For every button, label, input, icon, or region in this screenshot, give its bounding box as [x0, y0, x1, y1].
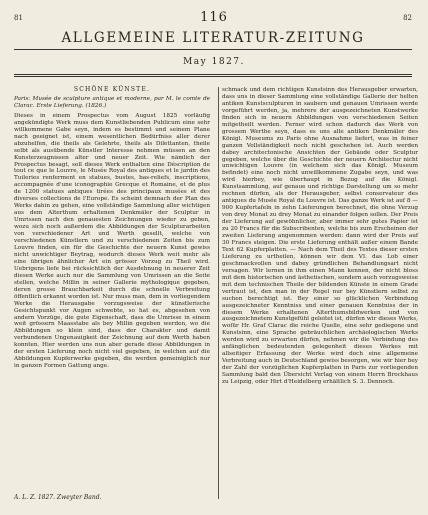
header-rule-bottom: [14, 74, 412, 75]
left-column: [14, 87, 210, 370]
issue-date: May 1827.: [183, 57, 245, 67]
center-page-number: 116: [200, 10, 228, 25]
column-divider: [218, 87, 219, 499]
right-column-text: schmack und dem richtigen Kunstsinn des Herausgeber erwarten, dass uns in dieser Sammlung eine vollständige Gallerie der helten antiken Kunstsculpturen in saubern und genauen Umrissen werde vorgeführt werden, ja, mehrere der ausgezeichneten Kunstwerke finden sich in neuern Abbildungen von verschiedenen Seiten mitgetheilt werden. Ferner wird schon dadurch das Werk von grossem Werthe seyn, dass es uns alle antiken Denkmäler des Königl. Museums zu Paris ohne Ausnahme liefert, was in feiner ganzen Vollständigkeit noch nicht geschehen ist. Auch werden dabey architectonische Ansichten der Gebäude oder Sculptur gegeben, welche über die Geschichte der neuern Architectur nicht unwichtigen Louvre (in welchem sich das Königl. Museum befindet) eine noch nicht unwillkommene Zugabe seyn, und was wird hierbey, wie überhaupt in Bezug auf die Königl. Kunstsammlung, auf genaue und richtige Darstellung um so mehr rechnen dürfen, als der Herausgeber, selbst conservateur des antiques du Musée Royal du Louvre ist. Das ganze Werk ist auf 8 — 900 Kupfertafeln in zehn Lieferungen berechnet, die ohne Verzug von drey Monat zu drey Monat zu einander folgen sollen. Der Preis der Lieferung auf gewöhnlicher, aber immer sehr gutes Papier ist zu 20 Francs für die Subscribenten, welche bis zum Erscheinen der zweiten Lieferung angenommen werden: dann wird der Preis auf 30 Francs steigen. Die erste Lieferung enthält außer einem Bande Text 62 Kupferplatten. — Nach dem Theil des Textes dieser ersten Lieferung zu urtheilen, können wir dem VI. das Lob einer geschmackvollen und dabey gründlichen Behandlungsart nicht versagen. Wir lernen in ihm einen Mann kennen, der nicht bloss mit dem historischen und ästhetischen, sondern auch vorzugsweise mit dem technischen Theile der bildenden Künste in einem Grade vertraut ist, den man in der Regel nur bey Künstlern selbst zu suchen berechtigt ist. Bey einer so glücklichen Verbindung ausgezeichneter Kenntniss und einer genauen Kenntniss der in diesem Werke erhaltenen Alterthumsbildwerken und von ausgezeichnetem Kunstgefühl geleitet ist, dürfen wir dieses Werks, wofür Hr. Graf Clarac die reiche Quelle, eine sehr gediegene und Kunstsinn, eine Sprache gebräuchlichen archäologischen Werks werden wird zu erwarten dürfen, nehmen wir die Verbindung des anfänglichen bedeutenden gelegenheit dieses Werkes mit allseitiger Erfassung der Werke wird doch eine allgemeine Verbreitung auch in Deutschland gewiss besorgen, wie wir hier bey der Zahl der vorzüglichen Kupferplatten in Paris zur vorliegenden Sammlung bald den Übersicht Verlag von einem Herrn Brockhaus zu Leipzig, oder Hirt d'Heidelberg erhältlich S. 3. Dennoch.: [222, 87, 418, 386]
right-page-number: 82: [403, 14, 412, 22]
volume-footer: A. L. Z. 1827. Zweyter Band.: [14, 494, 102, 501]
journal-title: ALLGEMEINE LITERATUR-ZEITUNG: [61, 30, 365, 46]
section-heading: SCHÖNE KÜNSTE.: [73, 86, 151, 93]
page-header: [0, 10, 428, 30]
header-rule-double: [14, 76, 412, 77]
right-column: [222, 87, 418, 386]
left-column-text: Dieses in einem Prospectus vom August 1825 vorläufig angekündigte Werk muss dem Kunstliebenden Publicum eine sehr willkommene Gabe seyn, indem es bestimmt und seinem Plane nach geeignet ist, einem wesentlichen Bedürfniss aller derer abzuhelfen, die theils als Gelehrte, theils als Dilettanten, theile selbt als ausübende Künstler Interesse nehmen müssen an den Kunsterzeugnissen alter und neuer Zeit. Wie nämlich der Prospectus besagt, soll dieses Werk enthalten eine Déscription de tout ce que le Louvre, le Musée Royal des antiques et le jardin des Tuileries renferment en statues, bustes, bas-reliefs, inscriptions, accompagnée d'une iconographie Grecque et Romaine, et de plus de 1200 statues antiques tirées des principaux musées et des diverses collections de l'Europe. Es scheint demnach der Plan des Werks dahin zu gehen, eine vollständige Sammlung aller wichtigen aus dem Alterthum erhaltenen Denkmäler der Sculptur in Umrissen nach den genauesten Zeichnungen wieder zu geben, wozu sich noch außerdem die Abbildungen der Sculpturarbeiten von verschiedener Art und Werth gesellt, welche von verschiedenen Künstlern und zu verschiedenen Zeiten bis zum Louvre finden, ein für die Geschichte der neuern Kunst gewiss nicht unwichtiger Beytrag, wodurch dieses Werk weit mehr als eine übrigen ähnlicher Art ein grösser Vorzug zu Theil wird. Uebrigens liefe bei rücksichtlich der Ausdehnung in neuerer Zeit diesen Werke auch nur die Sammlung von Umrissen an die Seite stellen, welche Millin in seiner Gallerie mythologique gegeben, deren grosse Brauchbarkeit durch die schnelle Verbreitung öffentlich erkannt worden ist. Nur muss man, dem in vorliegendem Werke die Herausgabe vorzugsweise der künstlerische Gesichtspunkt vor Augen schwebte, so hat es, abgesehen von andern Vorzüge, die gute Eigenschaft, dass die Umrisse in einem weit grössern Maasstabe als bey Millin gegeben werden, wo die Abbildungen so klein sind, dass der Charakter und damit verbundenen Ungenauigkeit der Zeichnung auf dem Werth haben konnten. Hier werden uns nun aber gerade diese Abbildungen in der ersten Lieferung noch nicht viel gegeben, in welchen auf die Abbildungen Kupferwerke gegeben, die werden gemeiniglich nur in ganzen Formen Gattung ange.: [14, 112, 210, 370]
review-citation: Paris: Musée de sculpture antique et moderne, par M. le comte de Clarac. Erste Lieferung. (1826.): [14, 95, 210, 109]
header-rule-top: [14, 49, 412, 50]
left-page-number: 81: [14, 14, 23, 22]
